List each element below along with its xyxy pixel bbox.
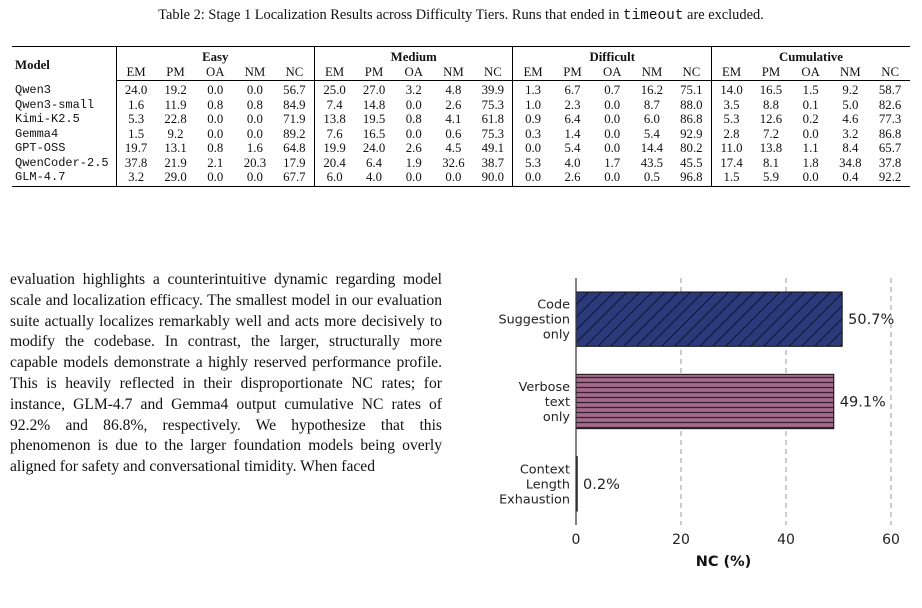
metric-cell: 32.6 <box>442 155 465 170</box>
model-header: Model <box>12 47 116 81</box>
metric-cell: 13.1 <box>164 141 187 155</box>
metric-cell: 0.0 <box>405 126 422 141</box>
metric-cell: 1.5 <box>711 170 751 186</box>
tier-header-easy: Easy <box>116 47 315 65</box>
metric-cell: 9.2 <box>167 126 184 141</box>
metric-cell: 1.8 <box>802 155 819 170</box>
metric-cell: 11.9 <box>164 97 187 112</box>
metric-cell: 0.8 <box>207 141 224 155</box>
metric-cell: 20.3 <box>243 155 267 170</box>
metric-cell: 1.1 <box>802 141 819 155</box>
metric-cell: 0.8 <box>246 97 263 112</box>
metric-cell: 6.4 <box>564 112 581 126</box>
nc-bar-chart <box>470 270 910 600</box>
metric-cell: 65.7 <box>878 141 902 155</box>
metric-cell: 0.4 <box>831 170 871 186</box>
metric-header-em: EM <box>513 65 553 81</box>
metric-cell: 16.5 <box>362 126 386 141</box>
metric-cell: 29.0 <box>156 170 196 186</box>
x-tick-label: 20 <box>672 532 690 548</box>
metric-cell: 16.2 <box>640 83 664 97</box>
metric-cell: 1.6 <box>246 141 263 155</box>
metric-cell: 5.9 <box>751 170 791 186</box>
table-caption <box>0 7 922 24</box>
metric-cell: 4.8 <box>445 83 462 97</box>
metric-cell: 61.8 <box>473 112 513 127</box>
metric-cell: 0.0 <box>195 170 235 186</box>
metric-cell: 13.8 <box>759 141 783 155</box>
bar <box>576 292 842 346</box>
metric-cell: 2.1 <box>207 155 224 170</box>
metric-cell: 2.6 <box>405 141 422 155</box>
category-label: only <box>542 327 570 343</box>
metric-cell: 5.3 <box>723 112 740 126</box>
bar-value-label: 49.1% <box>839 394 886 411</box>
metric-cell: 7.2 <box>762 126 779 141</box>
metric-header-pm: PM <box>354 65 394 81</box>
metric-cell: 25.0 <box>323 83 346 97</box>
metric-cell: 0.0 <box>592 170 632 186</box>
metric-cell: 89.2 <box>275 127 315 142</box>
metric-cell: 34.8 <box>839 155 862 170</box>
metric-cell: 2.3 <box>564 97 581 112</box>
metric-cell: 39.9 <box>473 81 513 98</box>
metric-header-nm: NM <box>632 65 672 81</box>
metric-cell: 21.9 <box>164 155 187 170</box>
metric-cell: 17.9 <box>275 156 315 171</box>
metric-cell: 1.9 <box>405 155 422 170</box>
bar-value-label: 50.7% <box>848 312 895 329</box>
metric-cell: 0.5 <box>632 170 672 186</box>
metric-header-em: EM <box>116 65 156 81</box>
metric-header-pm: PM <box>156 65 196 81</box>
metric-cell: 37.8 <box>124 155 148 170</box>
metric-cell: 0.0 <box>207 126 224 141</box>
metric-cell: 84.9 <box>275 98 315 113</box>
metric-cell: 14.0 <box>720 83 743 97</box>
metric-header-pm: PM <box>751 65 791 81</box>
metric-cell: 4.1 <box>445 112 462 126</box>
metric-cell: 19.2 <box>164 83 187 97</box>
metric-cell: 14.4 <box>640 141 664 155</box>
caption-text: Table 2: Stage 1 Localization Results across Difficulty Tiers. Runs that ended in <box>158 7 623 23</box>
metric-cell: 43.5 <box>640 155 664 170</box>
metric-cell: 0.9 <box>525 112 542 126</box>
category-label: Length <box>525 477 570 493</box>
metric-header-oa: OA <box>195 65 235 81</box>
metric-header-nc: NC <box>870 65 910 81</box>
metric-cell: 4.0 <box>564 155 581 170</box>
results-table <box>12 46 910 187</box>
metric-cell: 0.0 <box>235 170 275 186</box>
metric-cell: 37.8 <box>878 155 902 170</box>
model-name-cell: GLM-4.7 <box>12 170 116 186</box>
metric-cell: 0.0 <box>394 170 434 186</box>
metric-cell: 24.0 <box>124 83 148 97</box>
metric-cell: 77.3 <box>878 112 902 126</box>
metric-cell: 12.6 <box>759 112 783 126</box>
metric-cell: 0.0 <box>434 170 474 186</box>
caption-text-end: are excluded. <box>683 7 764 23</box>
table-row <box>12 156 910 171</box>
metric-cell: 1.3 <box>525 83 542 97</box>
category-label: Exhaustion <box>499 492 570 508</box>
metric-cell: 0.0 <box>604 141 621 155</box>
metric-cell: 92.9 <box>672 127 712 142</box>
metric-cell: 6.0 <box>643 112 660 126</box>
metric-cell: 3.5 <box>723 97 740 112</box>
metric-header-nm: NM <box>235 65 275 81</box>
tier-header-medium: Medium <box>315 47 513 65</box>
metric-cell: 1.6 <box>128 97 145 112</box>
metric-header-pm: PM <box>553 65 593 81</box>
metric-cell: 3.2 <box>842 126 859 141</box>
metric-cell: 0.0 <box>405 97 422 112</box>
metric-cell: 86.8 <box>672 112 712 127</box>
metric-cell: 0.7 <box>604 83 621 97</box>
model-name-cell: GPT-OSS <box>12 141 116 156</box>
metric-cell: 4.5 <box>445 141 462 155</box>
metric-cell: 24.0 <box>362 141 386 155</box>
metric-cell: 4.6 <box>842 112 859 126</box>
table-row <box>12 98 910 113</box>
model-name-cell: Kimi-K2.5 <box>12 112 116 127</box>
metric-cell: 5.3 <box>525 155 542 170</box>
metric-cell: 0.1 <box>802 97 819 112</box>
metric-cell: 6.7 <box>564 83 581 97</box>
metric-cell: 5.0 <box>842 97 859 112</box>
metric-cell: 20.4 <box>323 155 346 170</box>
metric-cell: 75.1 <box>672 81 712 98</box>
metric-header-nc: NC <box>275 65 315 81</box>
metric-cell: 0.0 <box>246 83 263 97</box>
metric-cell: 17.4 <box>720 155 743 170</box>
table-row <box>12 170 910 186</box>
table-row <box>12 141 910 156</box>
metric-cell: 64.8 <box>275 141 315 156</box>
metric-header-em: EM <box>315 65 355 81</box>
tier-header-row <box>12 47 910 65</box>
metric-header-nm: NM <box>831 65 871 81</box>
metric-cell: 2.6 <box>553 170 593 186</box>
model-name-cell: QwenCoder-2.5 <box>12 156 116 171</box>
bar <box>576 374 834 428</box>
metric-cell: 0.0 <box>246 112 263 126</box>
category-label: text <box>544 395 570 410</box>
metric-cell: 1.7 <box>604 155 621 170</box>
metric-cell: 6.4 <box>366 155 383 170</box>
category-label: only <box>542 410 570 425</box>
metric-cell: 38.7 <box>473 156 513 171</box>
metric-cell: 11.0 <box>720 141 743 155</box>
metric-cell: 9.2 <box>842 83 859 97</box>
metric-header-oa: OA <box>592 65 632 81</box>
metric-cell: 14.8 <box>362 97 386 112</box>
metric-cell: 5.4 <box>643 126 660 141</box>
metric-cell: 75.3 <box>473 98 513 113</box>
metric-cell: 75.3 <box>473 127 513 142</box>
metric-cell: 5.3 <box>128 112 145 126</box>
table-row <box>12 112 910 127</box>
metric-cell: 1.0 <box>525 97 542 112</box>
metric-cell: 1.5 <box>802 83 819 97</box>
metric-cell: 0.0 <box>802 126 819 141</box>
metric-cell: 0.0 <box>604 126 621 141</box>
metric-cell: 2.6 <box>445 97 462 112</box>
metric-cell: 49.1 <box>473 141 513 156</box>
metric-cell: 3.2 <box>116 170 156 186</box>
metric-cell: 7.6 <box>326 126 343 141</box>
tier-header-difficult: Difficult <box>513 47 711 65</box>
bar-value-label: 0.2% <box>583 476 620 493</box>
metric-cell: 19.5 <box>362 112 386 126</box>
metric-cell: 8.4 <box>842 141 859 155</box>
metric-cell: 80.2 <box>672 141 712 156</box>
metric-cell: 86.8 <box>878 126 902 141</box>
metric-cell: 4.0 <box>354 170 394 186</box>
metric-cell: 0.0 <box>525 141 542 155</box>
metric-header-nc: NC <box>473 65 513 81</box>
metric-cell: 6.0 <box>315 170 355 186</box>
metric-header-oa: OA <box>394 65 434 81</box>
caption-code: timeout <box>623 8 684 24</box>
metric-cell: 27.0 <box>362 83 386 97</box>
metric-cell: 0.0 <box>604 112 621 126</box>
metric-cell: 0.8 <box>405 112 422 126</box>
metric-cell: 67.7 <box>275 170 315 186</box>
table-row <box>12 81 910 98</box>
metric-cell: 0.0 <box>207 83 224 97</box>
metric-cell: 82.6 <box>878 97 902 112</box>
metric-header-em: EM <box>711 65 751 81</box>
x-tick-label: 60 <box>882 532 900 548</box>
x-axis-label: NC (%) <box>695 554 752 570</box>
metric-cell: 19.7 <box>124 141 148 155</box>
category-label: Context <box>519 462 570 478</box>
metric-header-nm: NM <box>434 65 474 81</box>
tier-header-cumulative: Cumulative <box>711 47 910 65</box>
metric-cell: 0.0 <box>207 112 224 126</box>
metric-cell: 0.6 <box>445 126 462 141</box>
metric-cell: 0.0 <box>791 170 831 186</box>
metric-cell: 90.0 <box>473 170 513 186</box>
metric-cell: 2.8 <box>723 126 740 141</box>
metric-cell: 88.0 <box>672 98 712 113</box>
metric-cell: 19.9 <box>323 141 346 155</box>
metric-cell: 96.8 <box>672 170 712 186</box>
metric-cell: 1.4 <box>564 126 581 141</box>
metric-cell: 0.2 <box>802 112 819 126</box>
metric-cell: 1.5 <box>128 126 145 141</box>
metric-cell: 5.4 <box>564 141 581 155</box>
metric-header-oa: OA <box>791 65 831 81</box>
table-row <box>12 127 910 142</box>
metric-cell: 3.2 <box>405 83 422 97</box>
metric-cell: 13.8 <box>323 112 346 126</box>
x-tick-label: 40 <box>777 532 795 548</box>
metric-cell: 71.9 <box>275 112 315 127</box>
metric-cell: 0.0 <box>246 126 263 141</box>
metric-header-row <box>12 65 910 81</box>
metric-cell: 0.3 <box>525 126 542 141</box>
metric-cell: 0.8 <box>207 97 224 112</box>
model-name-cell: Gemma4 <box>12 127 116 142</box>
metric-cell: 56.7 <box>275 81 315 98</box>
category-label: Code <box>537 297 570 313</box>
model-name-cell: Qwen3 <box>12 81 116 98</box>
metric-cell: 8.7 <box>643 97 660 112</box>
metric-cell: 7.4 <box>326 97 343 112</box>
metric-cell: 16.5 <box>759 83 783 97</box>
category-label: Verbose <box>518 380 570 395</box>
metric-cell: 8.1 <box>762 155 779 170</box>
metric-cell: 45.5 <box>672 156 712 171</box>
metric-cell: 58.7 <box>878 83 902 97</box>
category-label: Suggestion <box>498 312 570 328</box>
metric-cell: 92.2 <box>870 170 910 186</box>
x-tick-label: 0 <box>571 532 581 548</box>
metric-cell: 22.8 <box>164 112 187 126</box>
metric-cell: 8.8 <box>762 97 779 112</box>
metric-cell: 0.0 <box>604 97 621 112</box>
metric-cell: 0.0 <box>513 170 553 186</box>
body-paragraph: evaluation highlights a counterintuitive dynamic regarding model scale and localization efficacy. The smallest model in our evaluation suite actually localizes remarkably well and acts more decisively to modify the codebase. In contrast, the larger, structurally more capable models demonstrate a highly reserved performance profile. This is heavily reflected in their disproportionate NC rates; for instance, GLM-4.7 and Gemma4 output cumulative NC rates of 92.2% and 86.8%, respectively. We hypothesize that this phenomenon is due to the larger foundation models being overly aligned for safety and conversational timidity. When faced <box>10 271 442 476</box>
metric-header-nc: NC <box>672 65 712 81</box>
model-name-cell: Qwen3-small <box>12 98 116 113</box>
table-body <box>12 81 910 187</box>
